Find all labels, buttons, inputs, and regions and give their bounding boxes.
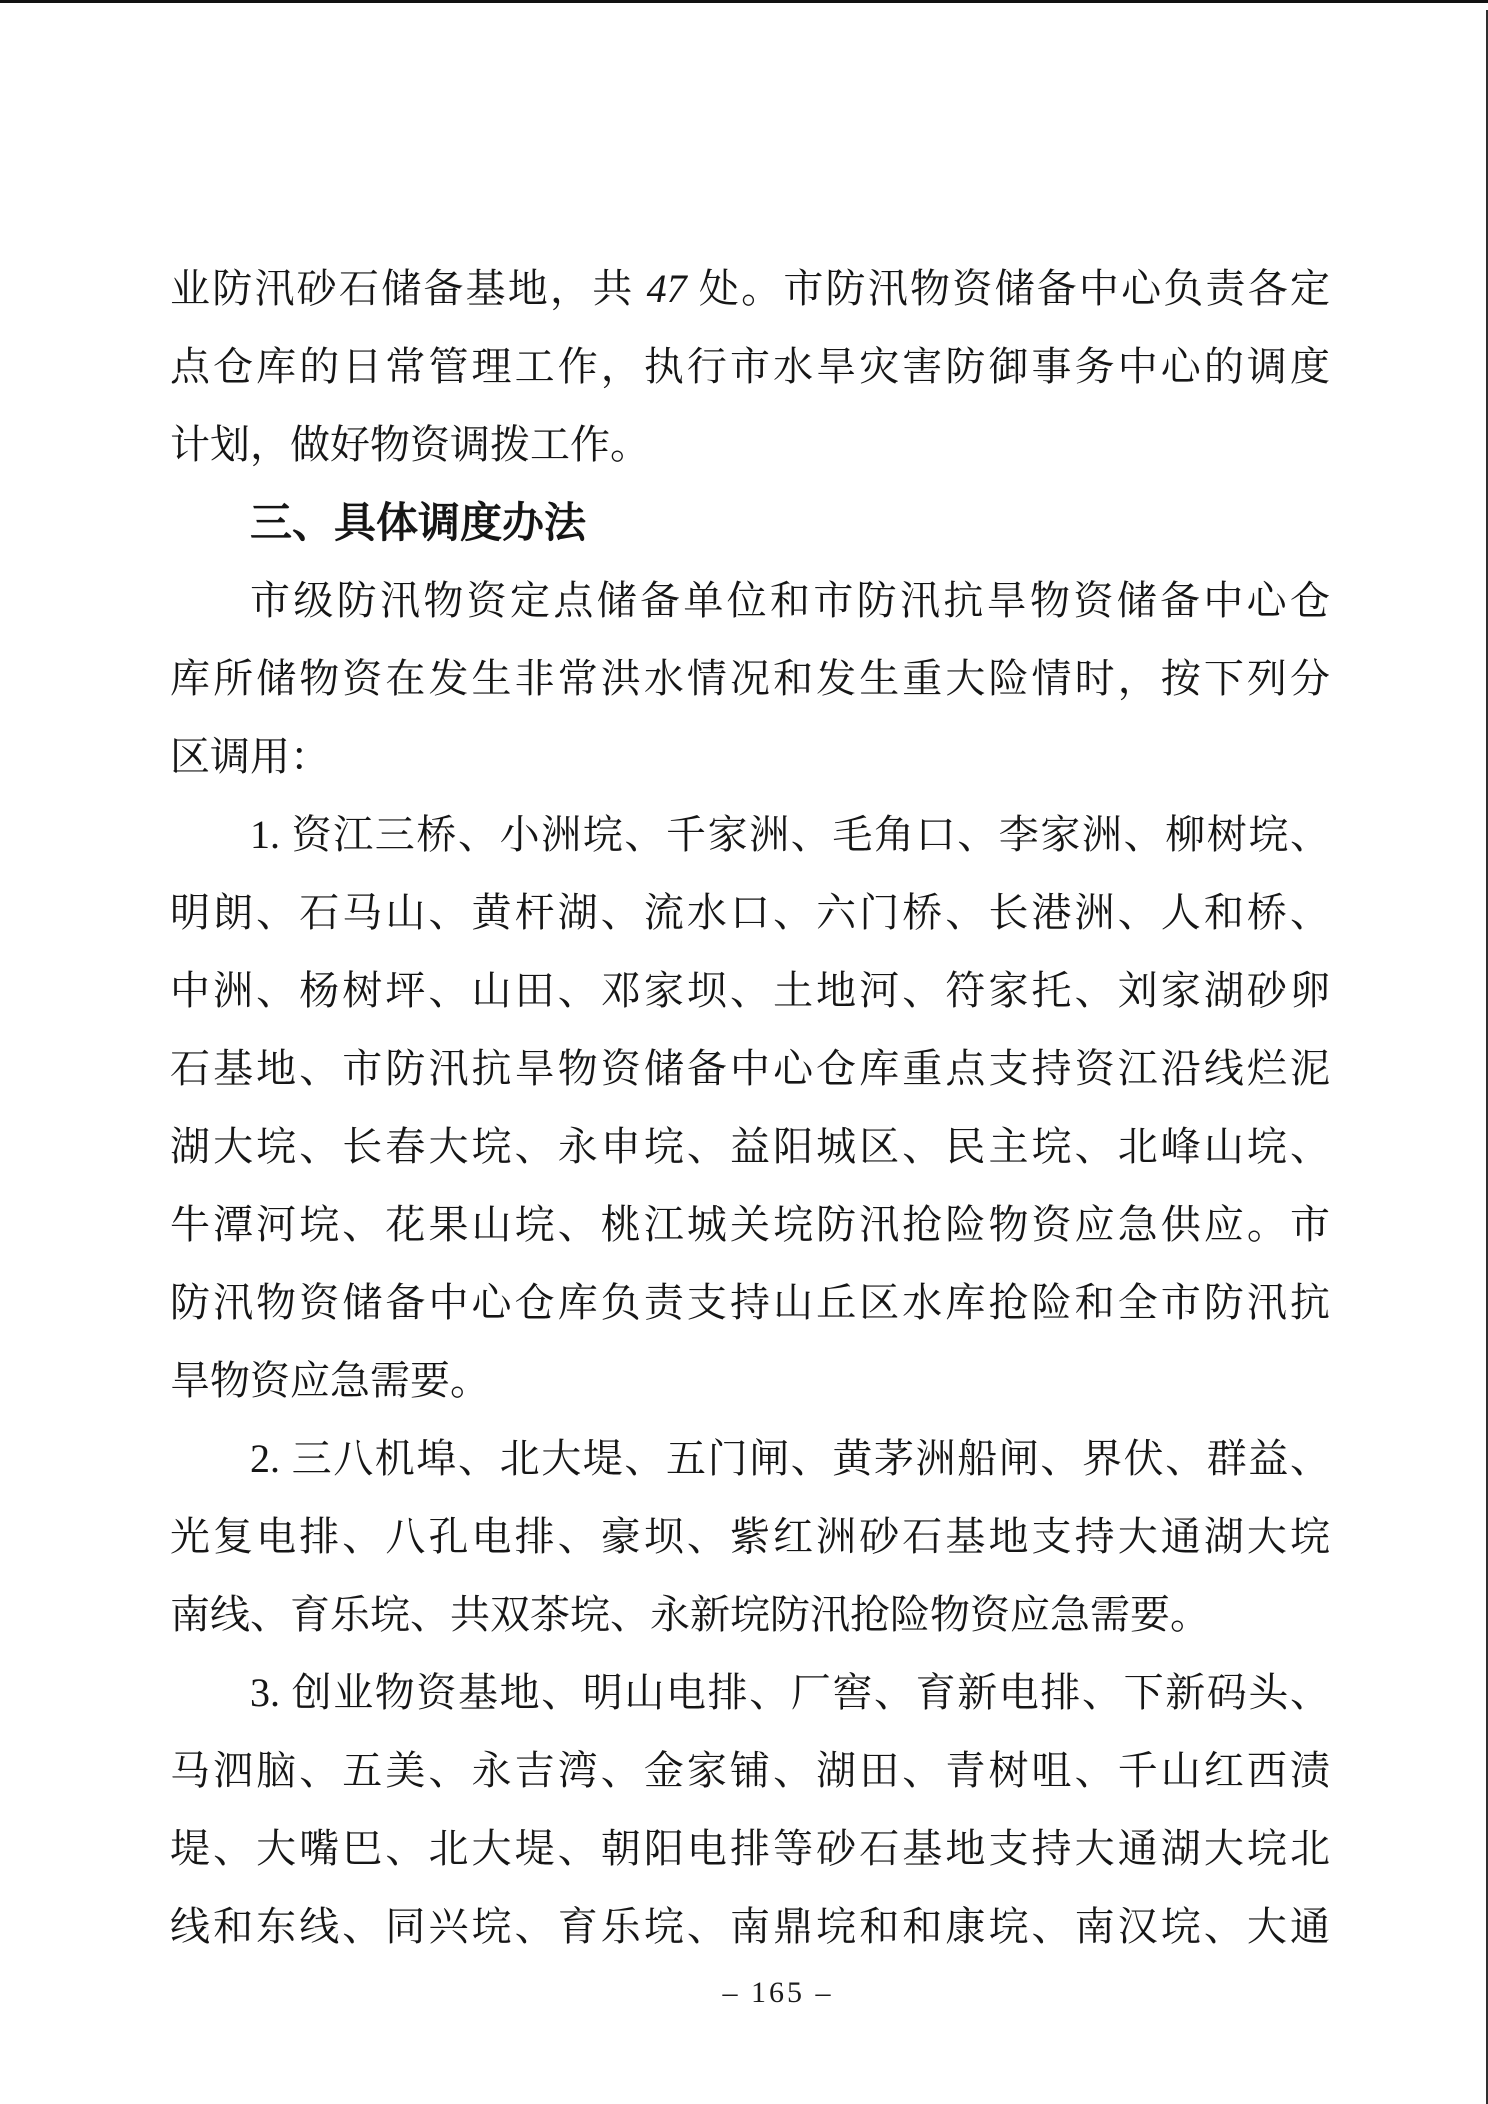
paragraph-2: [170, 562, 1330, 796]
body-line: 湖大垸、长春大垸、永申垸、益阳城区、民主垸、北峰山垸、: [170, 1124, 1330, 1169]
paragraph-3: [170, 796, 1330, 1420]
page-footer: [0, 1976, 1488, 2010]
body-line: 2. 三八机埠、北大堤、五门闸、黄茅洲船闸、界伏、群益、: [250, 1436, 1330, 1481]
body-line: 线和东线、同兴垸、育乐垸、南鼎垸和和康垸、南汉垸、大通: [170, 1904, 1330, 1949]
body-line: 旱物资应急需要。: [170, 1358, 490, 1403]
body-line: 区调用：: [170, 734, 330, 779]
body-line: 计划，做好物资调拨工作。: [170, 422, 650, 467]
body-line: 马泗脑、五美、永吉湾、金家铺、湖田、青树咀、千山红西渍: [170, 1748, 1330, 1793]
body-text: 处。市防汛物资储备中心负责各定: [686, 266, 1331, 311]
body-line: 石基地、市防汛抗旱物资储备中心仓库重点支持资江沿线烂泥: [170, 1046, 1330, 1091]
section-heading: 三、具体调度办法: [250, 499, 587, 546]
count-47: 47: [646, 266, 687, 311]
body-line: 3. 创业物资基地、明山电排、厂窖、育新电排、下新码头、: [250, 1670, 1330, 1715]
body-line: 牛潭河垸、花果山垸、桃江城关垸防汛抢险物资应急供应。市: [170, 1202, 1330, 1247]
body-line: [170, 250, 1330, 328]
body-line: 中洲、杨树坪、山田、邓家坝、土地河、符家托、刘家湖砂卵: [170, 968, 1330, 1013]
document-body: [170, 250, 1330, 1966]
body-line: 防汛物资储备中心仓库负责支持山丘区水库抢险和全市防汛抗: [170, 1280, 1330, 1325]
body-line: 市级防汛物资定点储备单位和市防汛抗旱物资储备中心仓: [250, 578, 1330, 623]
body-line: 南线、育乐垸、共双茶垸、永新垸防汛抢险物资应急需要。: [170, 1592, 1210, 1637]
body-line: 光复电排、八孔电排、豪坝、紫红洲砂石基地支持大通湖大垸: [170, 1514, 1330, 1559]
body-line: 堤、大嘴巴、北大堤、朝阳电排等砂石基地支持大通湖大垸北: [170, 1826, 1330, 1871]
body-line: 点仓库的日常管理工作，执行市水旱灾害防御事务中心的调度: [170, 344, 1330, 389]
paragraph-1: [170, 250, 1330, 484]
body-line: 明朗、石马山、黄杆湖、流水口、六门桥、长港洲、人和桥、: [170, 890, 1330, 935]
paragraph-4: [170, 1420, 1330, 1654]
body-text: 业防汛砂石储备基地，共: [170, 266, 647, 311]
body-line: 1. 资江三桥、小洲垸、千家洲、毛角口、李家洲、柳树垸、: [250, 812, 1330, 857]
page-number: – 165 –: [722, 1976, 834, 2009]
scan-edge-top: [0, 0, 1488, 3]
paragraph-5: [170, 1654, 1330, 1966]
body-line: 库所储物资在发生非常洪水情况和发生重大险情时，按下列分: [170, 656, 1330, 701]
